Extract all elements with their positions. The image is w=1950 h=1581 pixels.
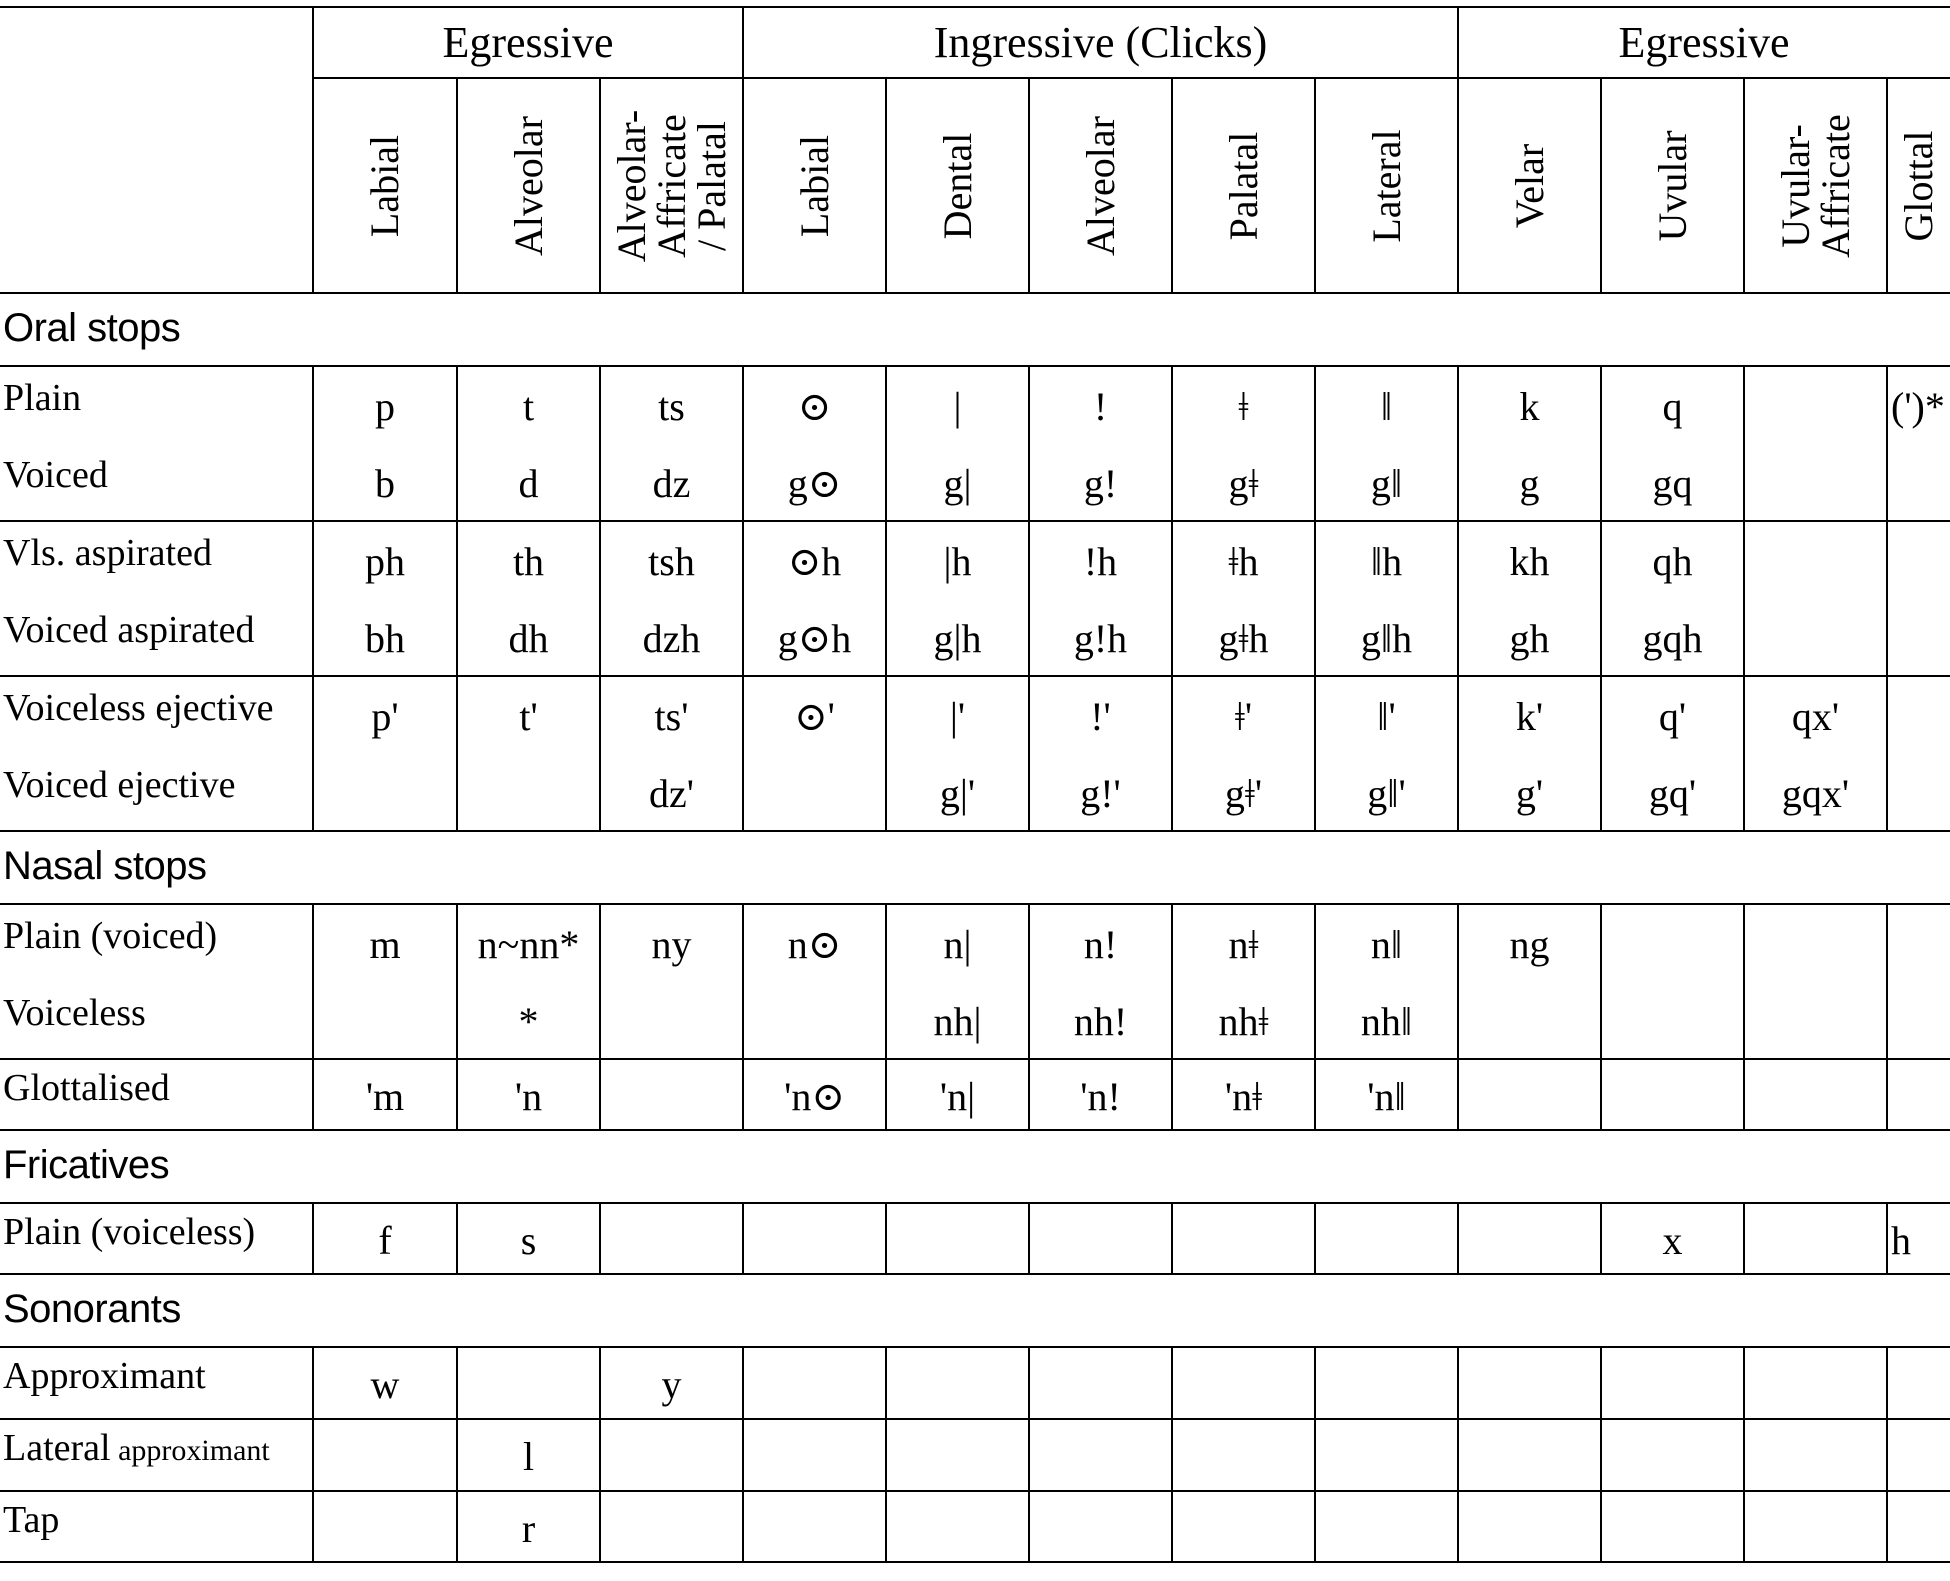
phoneme-cell: p'	[371, 693, 399, 739]
column-header-line: Uvular	[1649, 129, 1695, 242]
group-header: Ingressive (Clicks)	[933, 17, 1268, 67]
column-header-text	[362, 134, 407, 237]
phoneme-cell: gh	[1509, 616, 1550, 661]
phoneme-cell: b	[375, 461, 395, 506]
phoneme-cell: ⊙h	[787, 538, 842, 584]
phoneme-cell: r	[521, 1505, 536, 1551]
phoneme-cell: w	[370, 1362, 400, 1407]
phoneme-cell: ǂ	[1238, 383, 1249, 429]
phoneme-cell: (')*	[1891, 383, 1945, 429]
phoneme-cell: 'n|	[939, 1073, 976, 1119]
section-title: Sonorants	[3, 1286, 181, 1331]
phoneme-cell: 'n!	[1080, 1073, 1121, 1119]
phoneme-cell: nh!	[1073, 999, 1128, 1044]
column-header	[743, 78, 886, 293]
column-header	[1458, 78, 1601, 293]
column-header-line: Alveolar	[505, 115, 551, 256]
phoneme-cell: g⊙h	[777, 616, 852, 661]
phoneme-cell: t'	[519, 693, 538, 739]
column-header-text	[1506, 143, 1552, 228]
column-header-line: Affricate	[648, 113, 694, 258]
section-title: Nasal stops	[3, 843, 207, 888]
phoneme-cell: p	[375, 383, 395, 429]
phoneme-cell: *	[518, 999, 539, 1044]
phoneme-cell: h	[1891, 1217, 1911, 1263]
row-label	[0, 1357, 206, 1395]
phoneme-cell: th	[512, 538, 545, 584]
row-label	[0, 914, 218, 957]
phoneme-cell: l	[522, 1434, 535, 1479]
phoneme-cell: y	[661, 1362, 682, 1407]
phoneme-cell: gqx'	[1781, 771, 1850, 816]
column-header-line: Alveolar	[1077, 115, 1123, 256]
row-label-text: Voiced ejective	[3, 764, 236, 806]
phoneme-cell: nhǂ	[1218, 999, 1269, 1044]
phoneme-cell: nǂ	[1228, 921, 1259, 967]
row-label	[0, 994, 146, 1032]
column-header	[1887, 78, 1950, 293]
phoneme-cell: qh	[1652, 538, 1693, 584]
phoneme-cell: n~nn*	[477, 921, 580, 967]
phoneme-cell: t	[522, 383, 535, 429]
phoneme-cell: 'n‖	[1367, 1073, 1406, 1119]
column-header-line: Velar	[1506, 143, 1552, 228]
phoneme-cell: ǂh	[1228, 538, 1259, 584]
column-header-line: Dental	[934, 132, 980, 239]
column-header-line: Palatal	[1220, 131, 1266, 240]
row-label-text: Lateral	[3, 1427, 111, 1469]
column-header-text	[1220, 131, 1266, 240]
phoneme-cell: gǂ	[1228, 461, 1259, 506]
phoneme-cell: k'	[1515, 693, 1544, 739]
group-header: Egressive	[442, 17, 614, 67]
column-header-line: Uvular-	[1772, 123, 1818, 248]
phoneme-cell: ⊙'	[794, 693, 835, 739]
row-label-text: Plain (voiced)	[3, 914, 218, 957]
phoneme-cell: nh|	[933, 999, 982, 1044]
phoneme-cell: gq	[1652, 461, 1693, 506]
column-header-text	[1649, 129, 1695, 242]
column-header-text	[608, 109, 734, 262]
row-label	[0, 1066, 170, 1109]
phoneme-cell: ‖h	[1370, 538, 1403, 584]
phoneme-cell: ny	[651, 921, 692, 967]
row-label-text: Glottalised	[3, 1066, 170, 1109]
phoneme-cell: 'n	[514, 1073, 543, 1119]
phoneme-cell: x	[1662, 1217, 1683, 1263]
column-header	[1172, 78, 1315, 293]
column-header	[1315, 78, 1458, 293]
column-header-line: Alveolar-	[608, 109, 654, 262]
row-label	[0, 1498, 60, 1541]
phoneme-cell: s	[520, 1217, 537, 1263]
row-label-text: Voiced aspirated	[3, 609, 255, 651]
row-label	[0, 1429, 270, 1467]
phoneme-cell: ts	[658, 383, 685, 429]
phoneme-cell: qx'	[1791, 693, 1840, 739]
phoneme-cell: g'	[1515, 771, 1544, 816]
phoneme-cell: gǂ'	[1224, 771, 1263, 816]
phoneme-cell: g!'	[1080, 771, 1121, 816]
phoneme-cell: ng	[1509, 921, 1550, 967]
row-label-text: Plain (voiceless)	[3, 1210, 256, 1253]
phoneme-cell: dzh	[642, 616, 701, 661]
phoneme-cell: dz	[652, 461, 691, 506]
phoneme-cell: ‖'	[1377, 693, 1396, 739]
column-header	[1601, 78, 1744, 293]
column-header	[600, 78, 743, 293]
section-title: Oral stops	[3, 305, 181, 350]
phoneme-cell: g‖'	[1367, 771, 1406, 816]
column-header-text	[791, 134, 837, 237]
phoneme-cell: g!	[1083, 461, 1118, 506]
phoneme-cell: tsh	[648, 538, 695, 584]
column-header	[1744, 78, 1887, 293]
phoneme-cell: n!	[1083, 921, 1118, 967]
phoneme-cell: ph	[365, 538, 405, 584]
phoneme-cell: g|h	[933, 616, 982, 661]
phoneme-cell: g	[1519, 461, 1540, 506]
phoneme-cell: d	[518, 461, 539, 506]
phoneme-cell: |	[953, 383, 962, 429]
phoneme-cell: !	[1093, 383, 1108, 429]
phoneme-cell: gqh	[1642, 616, 1703, 661]
column-header-line: Labial	[791, 134, 837, 237]
row-label	[0, 376, 82, 419]
column-header	[313, 78, 457, 293]
column-header-text	[1895, 129, 1941, 242]
phoneme-cell: kh	[1509, 538, 1550, 584]
row-label	[0, 456, 108, 494]
phoneme-cell: q'	[1658, 693, 1687, 739]
column-header	[886, 78, 1029, 293]
column-header-line: Glottal	[1895, 129, 1941, 242]
row-label-text: Plain	[3, 376, 82, 419]
phoneme-cell: g|'	[939, 771, 976, 816]
phoneme-cell: !h	[1083, 538, 1118, 584]
phoneme-cell: g‖	[1370, 461, 1403, 506]
phoneme-cell: bh	[365, 616, 405, 661]
row-label-text: Approximant	[3, 1355, 206, 1397]
phoneme-cell: m	[369, 921, 401, 967]
column-header	[457, 78, 600, 293]
row-label-text: Vls. aspirated	[3, 531, 212, 574]
row-label-text: Voiceless	[3, 992, 146, 1034]
phoneme-cell: k	[1519, 383, 1540, 429]
column-header-text	[1772, 113, 1858, 258]
row-label-text: Voiceless ejective	[3, 686, 274, 729]
phoneme-cell: g⊙	[787, 461, 842, 506]
row-label-text: Tap	[3, 1498, 60, 1541]
phoneme-cell: ǂ'	[1234, 693, 1253, 739]
phoneme-cell: 'nǂ	[1224, 1073, 1263, 1119]
phoneme-cell: f	[378, 1217, 392, 1263]
row-label	[0, 611, 255, 649]
phoneme-cell: gq'	[1648, 771, 1697, 816]
column-header-text	[934, 132, 980, 239]
row-label	[0, 766, 235, 804]
row-label	[0, 531, 212, 574]
phoneme-cell: g|	[943, 461, 972, 506]
phoneme-cell: n|	[943, 921, 972, 967]
phoneme-cell: 'n⊙	[784, 1073, 845, 1119]
phoneme-cell: n‖	[1370, 921, 1403, 967]
column-header-line: Labial	[362, 134, 407, 237]
column-header-line: Affricate	[1812, 113, 1858, 258]
column-header-text	[505, 115, 551, 256]
group-header: Egressive	[1618, 17, 1790, 67]
phoneme-cell: 'm	[365, 1073, 405, 1119]
row-label-small: approximant	[110, 1434, 270, 1467]
phoneme-cell: !'	[1090, 693, 1111, 739]
consonant-table	[0, 6, 1950, 1576]
phoneme-cell: q	[1662, 383, 1683, 429]
phoneme-cell: g‖h	[1360, 616, 1413, 661]
column-header	[1029, 78, 1172, 293]
row-label	[0, 1210, 256, 1253]
phoneme-cell: g!h	[1073, 616, 1128, 661]
section-title: Fricatives	[3, 1142, 170, 1187]
phoneme-cell: |h	[943, 538, 972, 584]
phoneme-cell: ⊙	[797, 383, 832, 429]
column-header-text	[1077, 115, 1123, 256]
row-label	[0, 686, 274, 729]
phoneme-cell: ts'	[654, 693, 689, 739]
column-header-text	[1363, 128, 1409, 243]
column-header-line: / Palatal	[688, 120, 734, 251]
row-label-text: Voiced	[3, 454, 108, 496]
phoneme-cell: dz'	[649, 771, 694, 816]
phoneme-cell: nh‖	[1360, 999, 1413, 1044]
phoneme-cell: dh	[508, 616, 549, 661]
phoneme-cell: ‖	[1380, 383, 1393, 429]
phoneme-cell: |'	[949, 693, 966, 739]
phoneme-cell: gǂh	[1218, 616, 1269, 661]
column-header-line: Lateral	[1363, 128, 1409, 243]
phoneme-cell: n⊙	[787, 921, 842, 967]
